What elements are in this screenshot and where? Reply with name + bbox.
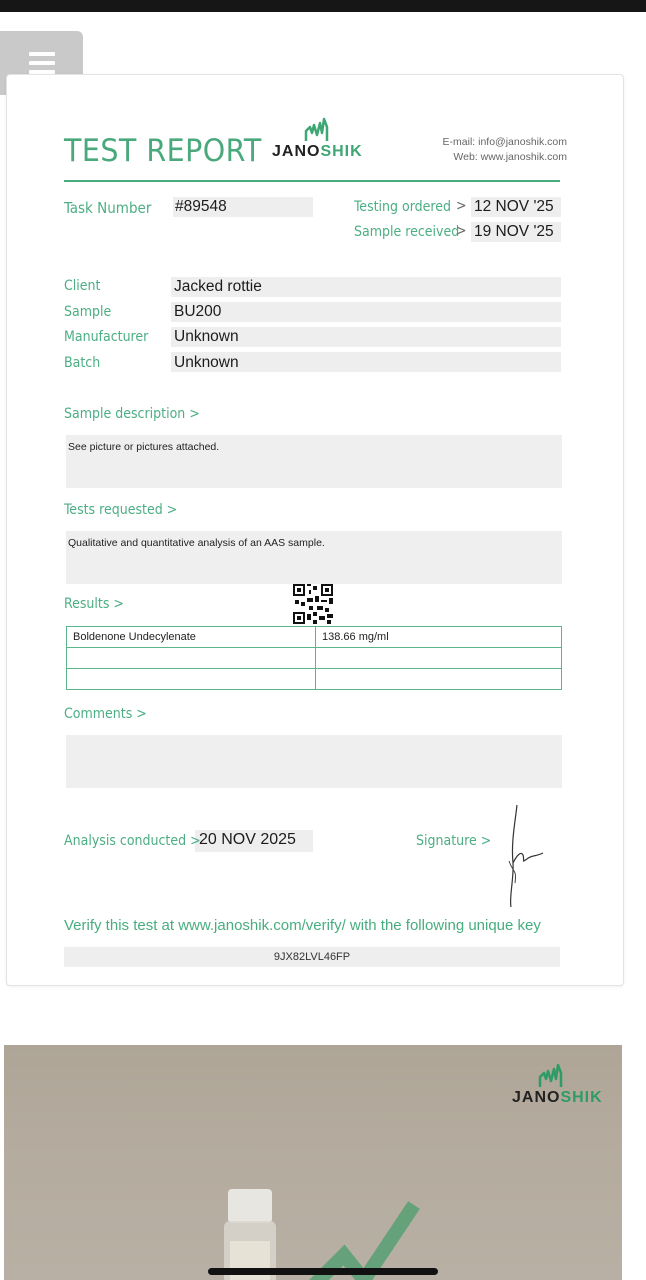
janoshik-logo-icon — [510, 1061, 606, 1091]
tests-requested-box — [66, 531, 562, 584]
menu-icon — [29, 52, 55, 56]
contact-info — [443, 135, 567, 165]
results-label: Results > — [64, 596, 124, 612]
janoshik-logo — [272, 115, 362, 165]
result-compound: Boldenone Undecylenate — [67, 627, 316, 648]
signature-label: Signature > — [416, 833, 492, 849]
client-label: Client — [64, 278, 101, 294]
table-row — [67, 627, 562, 648]
sample-photo — [4, 1045, 622, 1280]
sample-description-text: See picture or pictures attached. — [68, 441, 220, 453]
sample-value: BU200 — [174, 303, 222, 320]
testing-ordered-label: Testing ordered — [354, 199, 452, 215]
header-divider — [64, 180, 560, 182]
photo-logo — [510, 1061, 606, 1111]
analysis-conducted-value: 20 NOV 2025 — [199, 831, 296, 848]
status-bar — [0, 0, 646, 12]
comments-box — [66, 735, 562, 788]
logo-wordmark: JANOSHIK — [512, 1089, 603, 1106]
batch-value: Unknown — [174, 354, 239, 371]
client-value: Jacked rottie — [174, 278, 262, 295]
task-number-label: Task Number — [64, 199, 152, 217]
test-report-card: TEST REPORT JANOSHIK E-mail: info@janoshik.com Web: www.janoshik.com Task Number #89548 Testing ordered > 12 NOV '25 Sample received > 19 NOV '25 Client Jacked rottie Sample BU200 Manufacturer Unknown Batch Unknown Sample description > See picture or pictures attached. Tests requested > Qualitative and quantitative analysis of an AAS sample. Results > Boldenone Undecylenate 138.66 mg/ml Comments > Analysis conducted > 20 NOV 2025 Signature > Verify this test at www.janoshik.com/verify/ with the following unique key 9JX82LVL46FP — [6, 74, 624, 986]
home-indicator — [208, 1268, 438, 1275]
verify-instructions: Verify this test at www.janoshik.com/verify/ with the following unique key — [64, 917, 541, 934]
result-compound — [67, 648, 316, 669]
sample-received-value: 19 NOV '25 — [474, 223, 554, 240]
logo-wordmark: JANOSHIK — [272, 143, 363, 160]
result-amount — [316, 648, 562, 669]
result-amount — [316, 669, 562, 690]
sample-label: Sample — [64, 304, 112, 320]
report-title: TEST REPORT — [64, 133, 262, 169]
table-row — [67, 669, 562, 690]
qr-code-icon[interactable] — [293, 584, 333, 624]
vial-image — [214, 1185, 286, 1280]
sample-description-box — [66, 435, 562, 488]
comments-label: Comments > — [64, 706, 147, 722]
results-table — [66, 626, 562, 690]
watermark-logo-icon — [304, 1185, 434, 1280]
tests-requested-text: Qualitative and quantitative analysis of an AAS sample. — [68, 537, 325, 549]
contact-email: E-mail: info@janoshik.com — [442, 136, 567, 148]
testing-ordered-value: 12 NOV '25 — [474, 198, 554, 215]
result-amount: 138.66 mg/ml — [316, 627, 562, 648]
contact-web: Web: www.janoshik.com — [453, 151, 567, 163]
task-number-value: #89548 — [175, 198, 227, 215]
batch-label: Batch — [64, 355, 101, 371]
unique-key[interactable]: 9JX82LVL46FP — [64, 947, 560, 967]
table-row — [67, 648, 562, 669]
sample-description-label: Sample description > — [64, 406, 200, 422]
analysis-conducted-label: Analysis conducted > — [64, 833, 201, 849]
signature-mark — [503, 803, 553, 913]
manufacturer-value: Unknown — [174, 328, 239, 345]
janoshik-logo-icon — [272, 115, 362, 145]
tests-requested-label: Tests requested > — [64, 502, 178, 518]
result-compound — [67, 669, 316, 690]
manufacturer-label: Manufacturer — [64, 329, 149, 345]
sample-received-label: Sample received — [354, 224, 460, 240]
